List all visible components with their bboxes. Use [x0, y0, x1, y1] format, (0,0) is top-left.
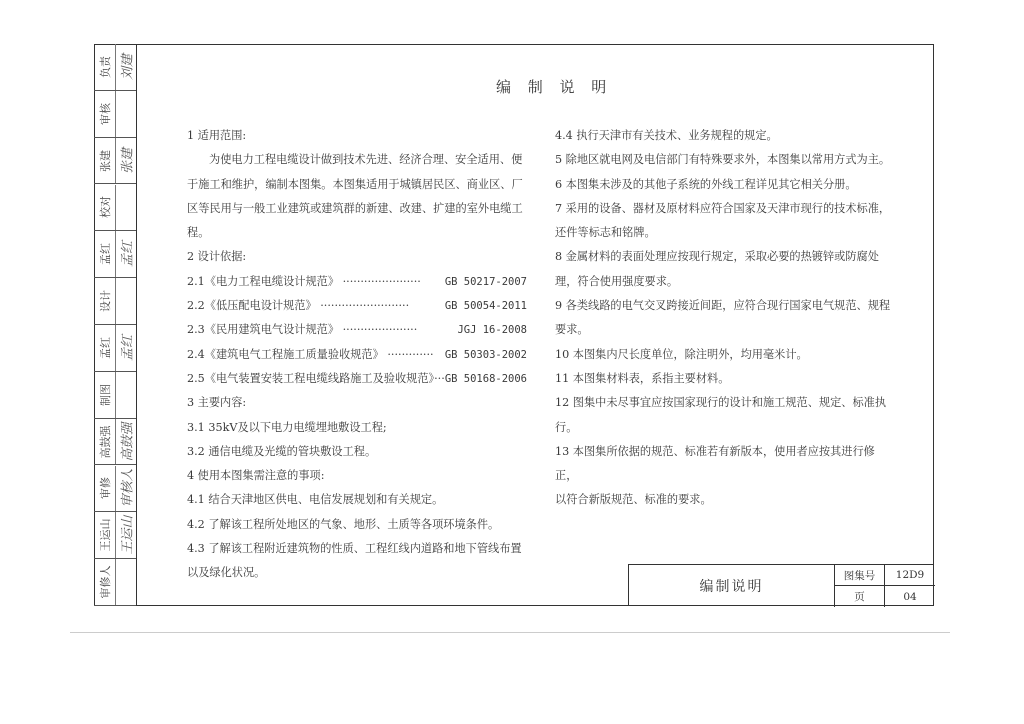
signature-name [115, 44, 136, 90]
left-column [187, 124, 527, 586]
signature-strip [94, 44, 136, 606]
signature-role-text: 审核 [98, 102, 112, 125]
text-line: 1 适用范围: [187, 129, 247, 142]
reference-title: 2.4《建筑电气工程施工质量验收规范》 ············· [187, 347, 434, 361]
text-line: 还件等标志和铭牌。 [555, 226, 656, 240]
signature-role [94, 138, 116, 184]
signature-role [94, 231, 116, 277]
page-title: 编 制 说 明 [496, 78, 613, 96]
signature-name [115, 185, 136, 231]
signature-role-text: 设计 [98, 290, 112, 313]
signature-role [94, 278, 116, 324]
signature-name [115, 372, 136, 418]
signature-role [94, 512, 116, 558]
signature-name-text: 刘建 [120, 53, 135, 80]
text-line: 4.2 了解该工程所处地区的气象、地形、土质等各项环境条件。 [187, 517, 500, 531]
text-line: 4.1 结合天津地区供电、电信发展规划和有关规定。 [187, 493, 444, 507]
signature-role-text: 审修人 [98, 565, 112, 599]
text-line: 3.2 通信电缆及光缆的管块敷设工程。 [187, 444, 377, 458]
reference-row [187, 343, 527, 367]
text-line: 为使电力工程电缆设计做到技术先进、经济合理、安全适用、便 [209, 153, 523, 167]
signature-role [94, 466, 116, 512]
text-line: 7 采用的设备、器材及原材料应符合国家及天津市现行的技术标准， [555, 201, 891, 215]
reference-code: JGJ 16-2008 [457, 324, 527, 337]
signature-role-text: 孟红 [98, 243, 112, 266]
signature-cell [94, 466, 136, 513]
text-line: 8 金属材料的表面处理应按现行规定，采取必要的热镀锌或防腐处 [555, 250, 879, 264]
text-line: 4.4 执行天津市有关技术、业务规程的规定。 [555, 129, 778, 142]
text-line: 10 本图集内尺长度单位，除注明外，均用毫米计。 [555, 347, 808, 361]
text-line: 要求。 [555, 323, 589, 337]
signature-name [115, 325, 136, 371]
text-line: 6 本图集未涉及的其他子系统的外线工程详见其它相关分册。 [555, 177, 857, 191]
reference-title: 2.1《电力工程电缆设计规范》 ······················ [187, 274, 421, 288]
text-line: 程。 [187, 226, 210, 240]
text-line: 4 使用本图集需注意的事项: [187, 469, 325, 483]
right-column [555, 124, 895, 513]
signature-cell [94, 372, 136, 419]
signature-role [94, 559, 116, 605]
page-number: 04 [903, 590, 917, 603]
signature-role [94, 372, 116, 418]
text-line: 12 图集中未尽事宜应按国家现行的设计和施工规范、规定、标准执 [555, 396, 887, 410]
signature-name-text: 高鼓强 [120, 422, 135, 462]
text-line: 9 各类线路的电气交叉跨接近间距，应符合现行国家电气规范、规程 [555, 299, 891, 313]
reference-code: GB 50054-2011 [444, 300, 527, 313]
reference-row [187, 270, 527, 294]
signature-cell [94, 559, 136, 606]
signature-name-text: 孟红 [120, 241, 135, 268]
reference-code: GB 50303-2002 [444, 348, 527, 361]
reference-code: GB 50168-2006 [444, 372, 527, 385]
reference-title: 2.3《民用建筑电气设计规范》 ····················· [187, 323, 418, 337]
text-line: 行。 [555, 420, 578, 434]
signature-cell [94, 185, 136, 232]
reference-title: 2.2《低压配电设计规范》 ························· [187, 299, 410, 313]
reference-row [187, 318, 527, 342]
signature-name-text: 张建 [120, 147, 135, 174]
text-line: 2 设计依据: [187, 250, 247, 264]
signature-role-text: 高鼓强 [98, 425, 112, 459]
signature-cell [94, 138, 136, 185]
signature-role [94, 325, 116, 371]
signature-role-text: 审修 [98, 477, 112, 500]
signature-role-text: 孟红 [98, 336, 112, 359]
text-line: 理，符合使用强度要求。 [555, 274, 679, 288]
signature-name [115, 231, 136, 277]
signature-cell [94, 512, 136, 559]
text-line: 11 本图集材料表，系指主要材料。 [555, 371, 730, 385]
signature-cell [94, 278, 136, 325]
atlas-number-value: 12D9 [885, 565, 935, 586]
signature-role-text: 张建 [98, 149, 112, 172]
text-line: 13 本图集所依据的规范、标准若有新版本，使用者应按其进行修正， [555, 444, 875, 483]
signature-role-text: 制图 [98, 383, 112, 406]
text-line: 区等民用与一般工业建筑或建筑群的新建、改建、扩建的室外电缆工 [187, 201, 523, 215]
signature-role [94, 185, 116, 231]
text-line: 5 除地区就电网及电信部门有特殊要求外，本图集以常用方式为主。 [555, 153, 891, 167]
signature-cell [94, 419, 136, 466]
signature-name [115, 91, 136, 137]
title-block [628, 564, 934, 606]
reference-title: 2.5《电气装置安装工程电缆线路施工及验收规范》··· [187, 371, 445, 385]
reference-row [187, 294, 527, 318]
signature-cell [94, 44, 136, 91]
signature-name [115, 559, 136, 605]
signature-role-text: 负责 [98, 55, 112, 78]
signature-cell [94, 231, 136, 278]
text-line: 3.1 35kV及以下电力电缆埋地敷设工程; [187, 420, 387, 434]
page-label: 页 [835, 586, 885, 607]
signature-role [94, 91, 116, 137]
signature-name [115, 512, 136, 558]
signature-role-text: 王运山 [98, 518, 112, 552]
reference-code: GB 50217-2007 [444, 275, 527, 288]
text-line: 3 主要内容: [187, 396, 247, 410]
signature-role [94, 44, 116, 90]
text-line: 4.3 了解该工程附近建筑物的性质、工程红线内道路和地下管线布置 [187, 542, 522, 556]
signature-name [115, 278, 136, 324]
signature-cell [94, 91, 136, 138]
title-block-name: 编制说明 [629, 565, 835, 607]
signature-role [94, 419, 116, 465]
signature-name-text: 审核人 [120, 468, 135, 508]
reference-row [187, 367, 527, 391]
text-line: 以符合新版规范、标准的要求。 [555, 493, 712, 507]
signature-name [115, 466, 136, 512]
text-line: 以及绿化状况。 [187, 566, 266, 580]
text-line: 于施工和维护，编制本图集。本图集适用于城镇居民区、商业区、厂 [187, 177, 523, 191]
sheet-bottom-edge [70, 632, 950, 633]
signature-role-text: 校对 [98, 196, 112, 219]
signature-name-text: 王运山 [120, 515, 135, 555]
signature-name-text: 孟红 [120, 334, 135, 361]
signature-cell [94, 325, 136, 372]
signature-name [115, 419, 136, 465]
signature-name [115, 138, 136, 184]
atlas-number-label: 图集号 [835, 565, 885, 586]
